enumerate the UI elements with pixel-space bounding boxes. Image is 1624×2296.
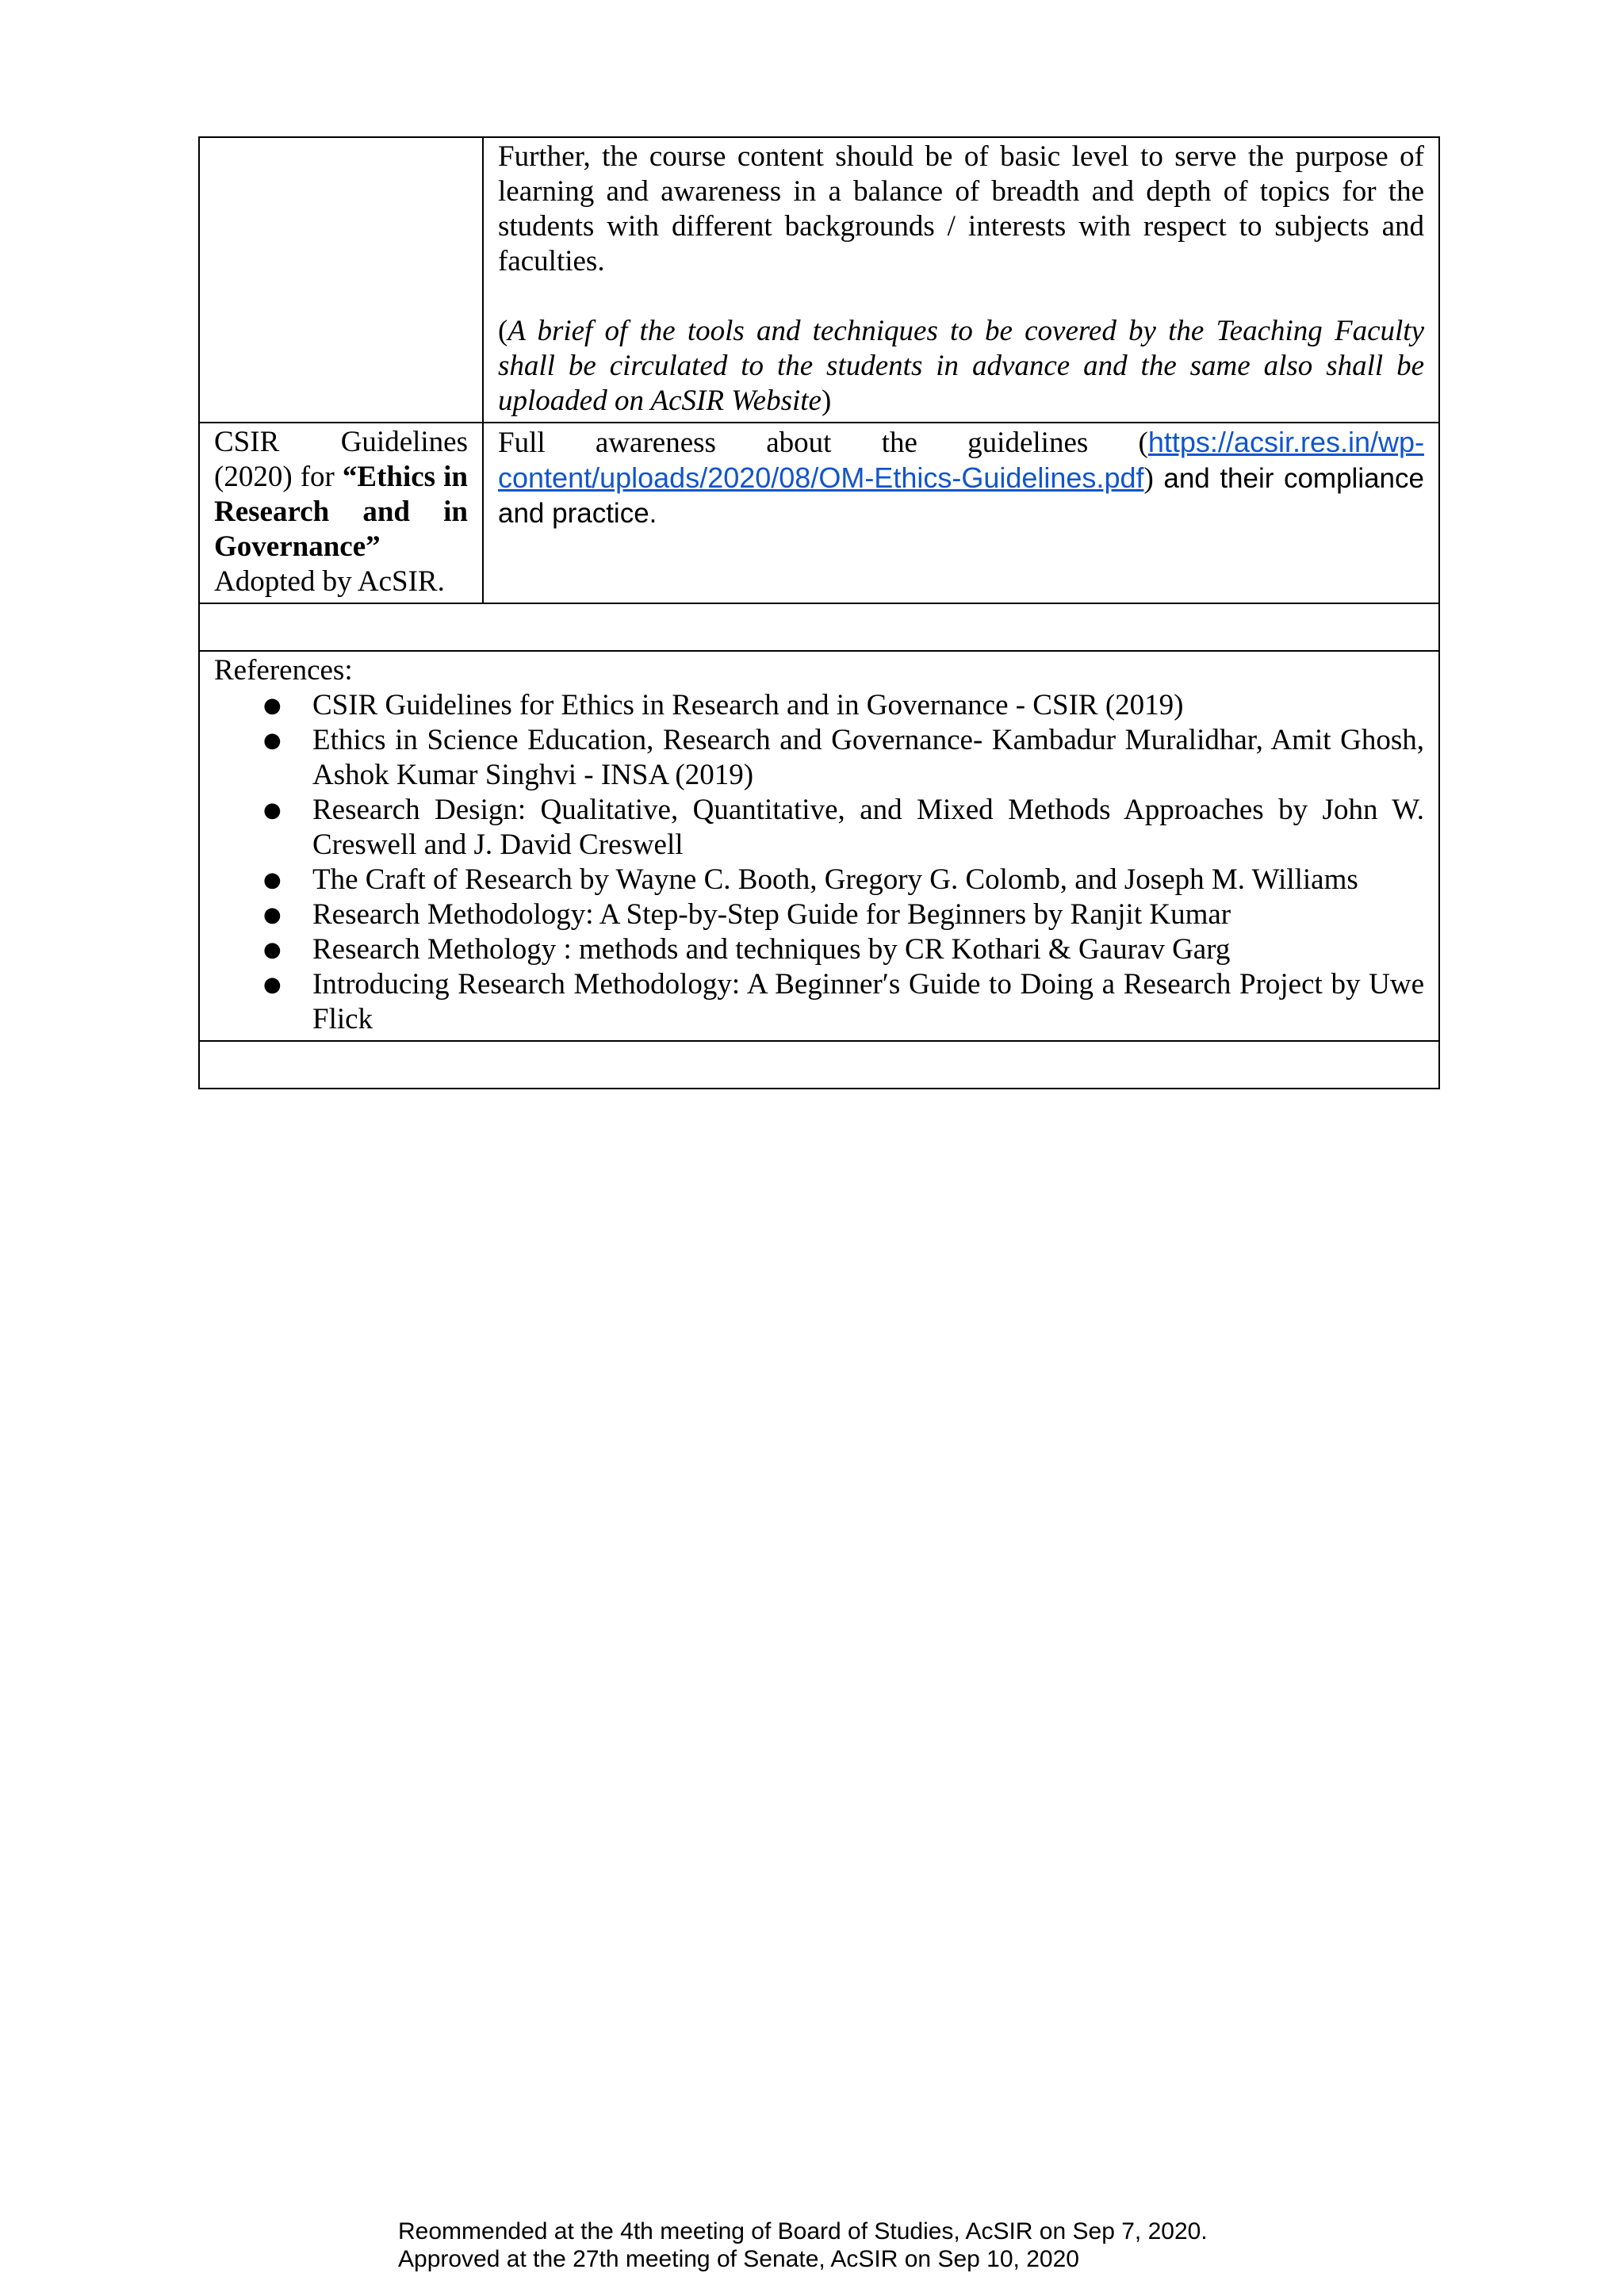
list-item: ● Research Methology : methods and techniques by CR Kothari & Gaurav Garg	[263, 933, 1231, 966]
table-row	[199, 651, 1439, 1041]
bullet-icon: ●	[263, 903, 282, 927]
bullet-icon: ●	[263, 729, 282, 752]
list-item: ● CSIR Guidelines for Ethics in Research and in Governance - CSIR (2019)	[263, 689, 1184, 721]
footer-approved-line: Approved at the 27th meeting of Senate, AcSIR on Sep 10, 2020	[398, 2246, 1079, 2272]
course-table	[198, 136, 1440, 1089]
ethics-guidelines-link[interactable]: https://acsir.res.in/wp-content/uploads/2020/08/OM-Ethics-Guidelines.pdf	[498, 426, 1424, 494]
empty-cell	[199, 137, 483, 423]
bullet-icon: ●	[263, 694, 282, 718]
list-item: ● The Craft of Research by Wayne C. Booth, Gregory G. Colomb, and Joseph M. Williams	[263, 863, 1358, 896]
tools-note-text: A brief of the tools and techniques to be covered by the Teaching Faculty shall be circulated to the students in advance and the same also shall be uploaded on AcSIR Website	[498, 315, 1424, 417]
course-content-paragraph: Further, the course content should be of basic level to serve the purpose of learning and awareness in a balance of breadth and depth of topics for the students with different backgrounds / interests with respect to subjects and faculties.	[498, 140, 1424, 277]
references-list	[214, 688, 1424, 1037]
footer-recommended-line: Reommended at the 4th meeting of Board of Studies, AcSIR on Sep 7, 2020.	[398, 2218, 1208, 2244]
table-row	[199, 423, 1439, 603]
course-content-cell	[483, 137, 1439, 423]
references-heading: References:	[214, 654, 353, 687]
tools-note-paragraph: (A brief of the tools and techniques to be covered by the Teaching Faculty shall be circulated to the students in advance and the same also shall be uploaded on AcSIR Website)	[498, 315, 1424, 417]
empty-row	[199, 603, 1439, 651]
list-item: ● Research Methodology: A Step-by-Step Guide for Beginners by Ranjit Kumar	[263, 898, 1231, 931]
bullet-icon: ●	[263, 938, 282, 962]
ethics-title: “Ethics in Research and in Governance”	[214, 461, 468, 563]
page-footer	[398, 2218, 1208, 2273]
bullet-icon: ●	[263, 973, 282, 997]
bullet-icon: ●	[263, 798, 282, 822]
table-row	[199, 137, 1439, 423]
references-cell	[199, 651, 1439, 1041]
empty-row	[199, 1041, 1439, 1089]
list-item: ● Research Design: Qualitative, Quantitative, and Mixed Methods Approaches by John W. Creswell and J. David Creswell	[263, 794, 1424, 861]
list-item: ● Introducing Research Methodology: A Beginner′s Guide to Doing a Research Project by Uwe Flick	[263, 968, 1424, 1035]
guidelines-description-cell	[483, 423, 1439, 603]
bullet-icon: ●	[263, 868, 282, 892]
list-item: ● Ethics in Science Education, Research and Governance- Kambadur Muralidhar, Amit Ghosh, Ashok Kumar Singhvi - INSA (2019)	[263, 724, 1424, 791]
guidelines-description: Full awareness about the guidelines (https://acsir.res.in/wp-content/uploads/2020/08/OM-Ethics-Guidelines.pdf) and their compliance and practice.	[498, 426, 1424, 529]
guidelines-label-cell: CSIR Guidelines (2020) for “Ethics in Research and in Governance” Adopted by AcSIR.	[199, 423, 483, 603]
